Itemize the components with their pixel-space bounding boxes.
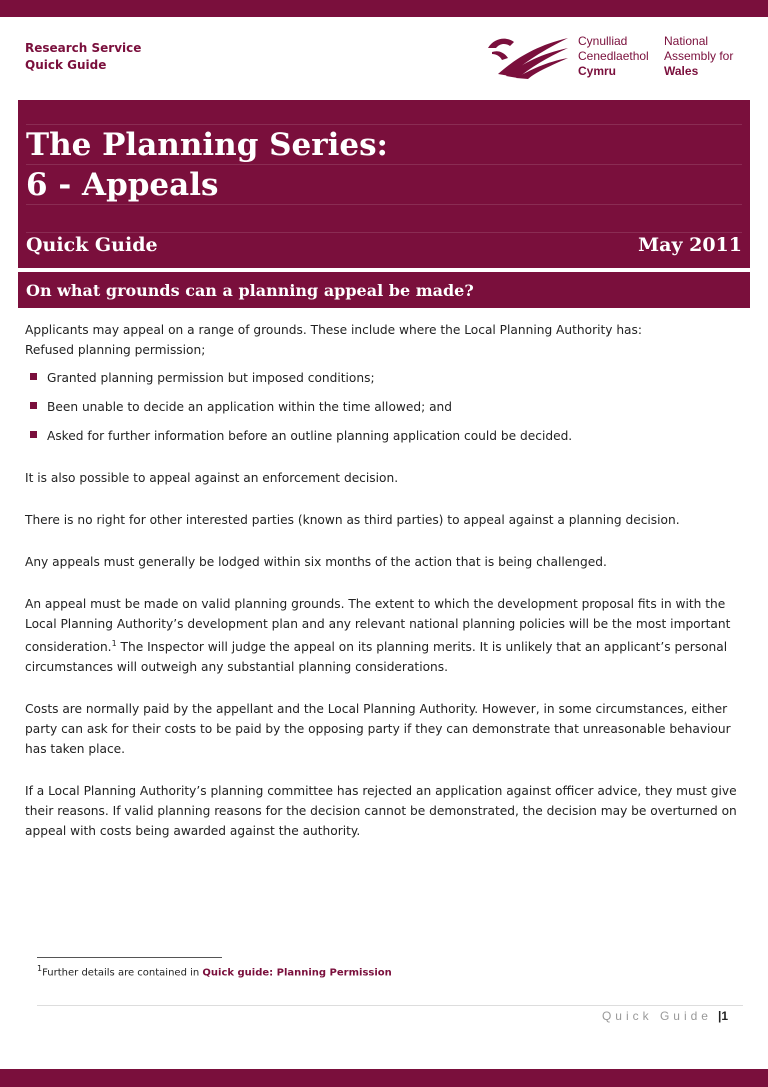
top-bar [0,0,768,17]
page-number: |1 [717,1009,728,1023]
grounds-list [25,368,743,446]
footnote-ref: 1 [111,639,117,648]
logo-cy-3: Cymru [578,64,617,78]
list-item: Granted planning permission but imposed conditions; [25,368,743,388]
footnote-link[interactable]: Quick guide: Planning Permission [202,967,392,979]
paragraph-deadline: Any appeals must generally be lodged within six months of the action that is being challenged. [25,555,607,569]
paragraph-third-parties: There is no right for other interested parties (known as third parties) to appeal against a planning decision. [25,513,680,527]
paragraph-grounds [25,594,743,677]
paragraph-committee: If a Local Planning Authority’s planning committee has rejected an application against officer advice, they must give their reasons. If valid planning reasons for the decision cannot be demonstrated, the decision may be overturned on appeal with costs being awarded against the authority. [25,784,737,839]
logo-en-1: National [664,34,709,48]
paragraph-enforcement: It is also possible to appeal against an enforcement decision. [25,471,399,485]
footnote-text: Further details are contained in [42,967,203,979]
logo-en-3: Wales [664,64,699,78]
paragraph-costs: Costs are normally paid by the appellant and the Local Planning Authority. However, in some circumstances, either party can ask for their costs to be paid by the opposing party if they can demonstrate that unreasonable behaviour has taken place. [25,702,731,757]
paragraph-grounds-b: The Inspector will judge the appeal on its planning merits. It is unlikely that an applicant’s personal circumstances will outweigh any substantial planning considerations. [25,640,728,675]
first-ground: Refused planning permission; [25,343,206,357]
page-title [26,125,388,205]
footnote [37,964,392,978]
footer-rule [37,1005,743,1006]
footer-label [602,1009,728,1023]
title-line-2: 6 - Appeals [26,167,219,203]
service-label [25,40,141,74]
footer-label-text: Quick Guide [601,1009,712,1023]
paragraph-grounds-a: An appeal must be made on valid planning grounds. The extent to which the development proposal fits in with the Local Planning Authority’s development plan and any relevant national planning policies will be the most important consideration. [25,597,731,655]
title-line-1: The Planning Series: [26,127,388,163]
assembly-logo [484,30,754,80]
banner-subtitle: Quick Guide [26,234,158,256]
service-line-1: Research Service [25,41,142,55]
footnote-separator [37,957,222,958]
banner-rule [26,232,742,233]
bottom-bar [0,1069,768,1087]
logo-cy-2: Cenedlaethol [578,49,649,63]
footnote-number: 1 [37,964,43,973]
section-heading: On what grounds can a planning appeal be made? [26,281,474,300]
body-text [25,320,743,841]
logo-en-2: Assembly for [664,49,734,63]
logo-cy-1: Cynulliad [578,34,628,48]
banner-date: May 2011 [638,234,742,256]
dragon-logo-icon [484,30,570,80]
logo-english [664,34,733,79]
service-line-2: Quick Guide [25,58,107,72]
intro-paragraph: Applicants may appeal on a range of grounds. These include where the Local Planning Authority has: [25,323,642,337]
logo-welsh [578,34,649,79]
list-item: Asked for further information before an outline planning application could be decided. [25,426,743,446]
list-item: Been unable to decide an application within the time allowed; and [25,397,743,417]
